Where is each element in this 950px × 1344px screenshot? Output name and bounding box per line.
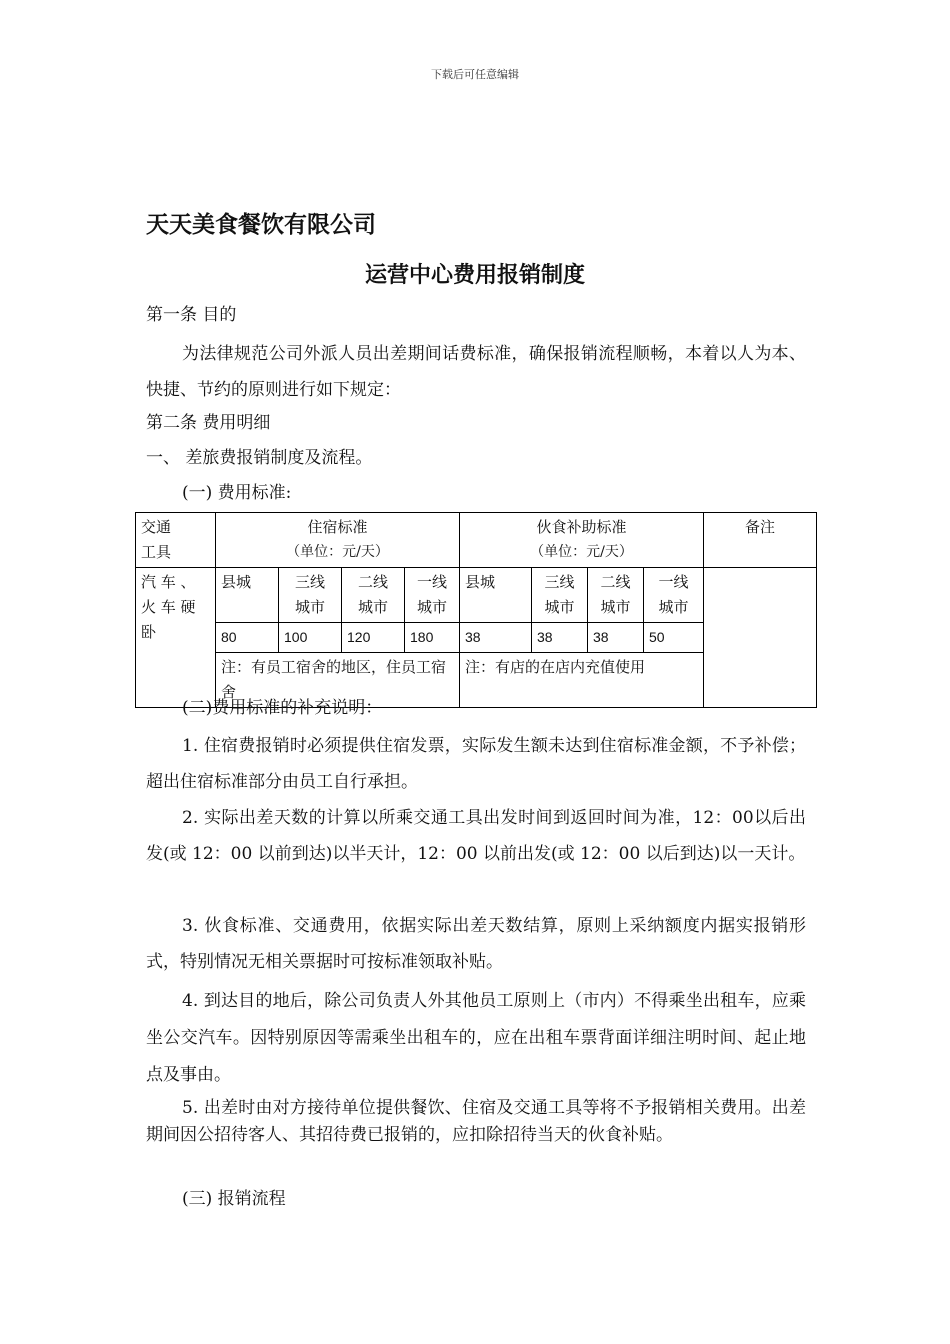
lodging-tier-second: 二线 城市 [342, 568, 405, 623]
meal-value-third: 38 [532, 623, 588, 653]
lodging-value-first: 180 [405, 623, 460, 653]
meal-tier-second: 二线 城市 [588, 568, 644, 623]
list-item: 5. 出差时由对方接待单位提供餐饮、住宿及交通工具等将不予报销相关费用。出差期间因公招待客人、其招待费已报销的，应扣除招待当天的伙食补贴。 [146, 1098, 806, 1145]
lodging-tier-first: 一线 城市 [405, 568, 460, 623]
list-item: 4. 到达目的地后，除公司负责人外其他员工原则上（市内）不得乘坐出租车，应乘坐公交汽车。因特别原因等需乘坐出租车的，应在出租车票背面详细注明时间、起止地点及事由。 [146, 991, 806, 1085]
meal-header-cell: 伙食补助标准 （单位：元/天） [460, 513, 704, 568]
lodging-tier-third: 三线 城市 [279, 568, 342, 623]
lodging-value-third: 100 [279, 623, 342, 653]
lodging-value-second: 120 [342, 623, 405, 653]
list-item: 3. 伙食标准、交通费用，依据实际出差天数结算，原则上采纳额度内据实报销形式，特别情况无相关票据时可按标准领取补贴。 [146, 916, 806, 972]
transport-header-cell: 交通 工具 [136, 513, 216, 568]
list-item: 2. 实际出差天数的计算以所乘交通工具出发时间到返回时间为准，12：00以后出发(或 12：00 以前到达)以半天计，12：00 以前出发(或 12：00 以后到达)以一天计。 [146, 808, 806, 864]
meal-note-cell: 注：有店的在店内充值使用 [460, 653, 704, 708]
table-header-row [136, 513, 817, 568]
meal-value-first: 50 [644, 623, 704, 653]
article1-text: 为法律规范公司外派人员出差期间话费标准，确保报销流程顺畅，本着以人为本、快捷、节约的原则进行如下规定： [146, 344, 806, 400]
remark-header-cell: 备注 [704, 513, 817, 568]
remark-value-cell [704, 568, 817, 708]
lodging-tier-county: 县城 [216, 568, 279, 623]
meal-value-second: 38 [588, 623, 644, 653]
meal-tier-third: 三线 城市 [532, 568, 588, 623]
expense-standard-table [135, 512, 817, 708]
meal-tier-first: 一线 城市 [644, 568, 704, 623]
subsection3-heading: (三) 报销流程 [182, 1189, 286, 1209]
section1-heading: 一、 差旅费报销制度及流程。 [146, 448, 373, 468]
subsection2-heading: (二)费用标准的补充说明： [182, 698, 383, 718]
meal-value-county: 38 [460, 623, 532, 653]
article1-heading: 第一条 目的 [146, 305, 237, 325]
lodging-note-cell: 注：有员工宿舍的地区，住员工宿舍 [216, 653, 460, 708]
document-title: 运营中心费用报销制度 [364, 263, 585, 288]
company-name: 天天美食餐饮有限公司 [146, 212, 376, 238]
list-item: 1. 住宿费报销时必须提供住宿发票，实际发生额未达到住宿标准金额，不予补偿；超出住宿标准部分由员工自行承担。 [146, 736, 806, 792]
lodging-value-county: 80 [216, 623, 279, 653]
lodging-header-cell: 住宿标准 （单位：元/天） [216, 513, 460, 568]
transport-value-cell: 汽 车 、 火 车 硬 卧 [136, 568, 216, 708]
page-header: 下载后可任意编辑 [431, 68, 519, 81]
article2-heading: 第二条 费用明细 [146, 413, 271, 433]
table-tier-row [136, 568, 817, 623]
subsection1-heading: (一) 费用标准: [182, 483, 292, 503]
meal-tier-county: 县城 [460, 568, 532, 623]
